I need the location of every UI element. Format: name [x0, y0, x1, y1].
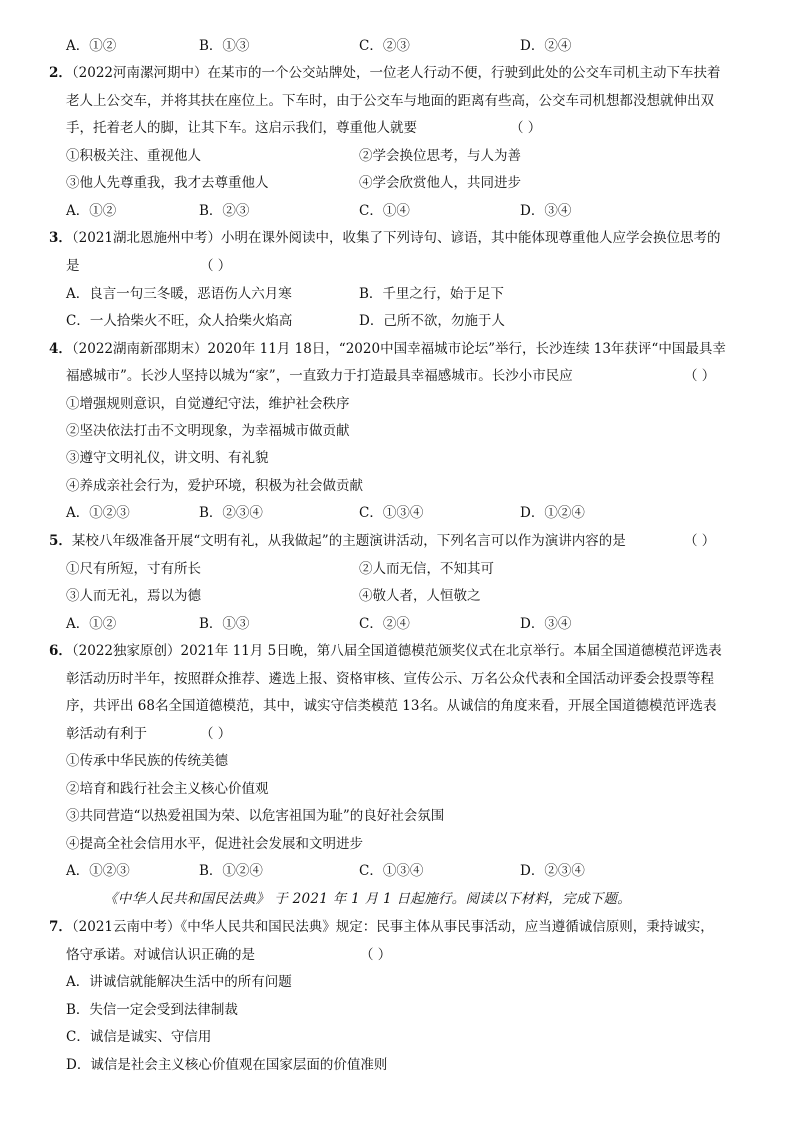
q2-item-3: ③他人先尊重我，我才去尊重他人: [66, 175, 269, 191]
q4-number: 4．: [49, 341, 72, 357]
q1-option-a: A．①②: [66, 38, 117, 54]
q6-option-b: B．①②④: [199, 863, 263, 879]
q2-item-1: ①积极关注、重视他人: [66, 148, 201, 164]
q7-number: 7．: [49, 919, 72, 935]
q5-option-a: A．①②: [66, 616, 117, 632]
q4-option-d: D．①②④: [520, 505, 585, 521]
q4-item-3: ③遵守文明礼仪，讲文明、有礼貌: [66, 450, 269, 466]
q6-option-c: C．①③④: [359, 863, 424, 879]
q7-option-d: D．诚信是社会主义核心价值观在国家层面的价值准则: [66, 1057, 388, 1073]
q1-option-b: B．①③: [199, 38, 250, 54]
q5-item-2: ②人而无信，不知其可: [359, 561, 494, 577]
q6-item-3: ③共同营造“以热爱祖国为荣、以危害祖国为耻”的良好社会氛围: [66, 808, 445, 824]
q4-stem-line-2: 福感城市”。长沙人坚持以城为“家”，一直致力于打造最具幸福感城市。长沙小市民应: [66, 368, 573, 384]
q3-option-c: C．一人拾柴火不旺，众人拾柴火焰高: [66, 313, 293, 329]
q2-item-2: ②学会换位思考，与人为善: [359, 148, 521, 164]
q3-option-b: B．千里之行，始于足下: [359, 286, 504, 302]
q4-option-a: A．①②③: [66, 505, 130, 521]
q6-option-a: A．①②③: [66, 863, 130, 879]
q6-stem-line-3: 序，共评出 68名全国道德模范，其中，诚实守信类模范 13名。从诚信的角度来看，开展全国道德模范评选表: [66, 698, 717, 714]
q2-stem-line-3: 手，托着老人的脚，让其下车。这启示我们，尊重他人就要: [66, 120, 417, 136]
q7-stem-line-2: 恪守承诺。对诚信认识正确的是: [66, 947, 255, 963]
q5-number: 5．: [49, 533, 72, 549]
q3-option-d: D．己所不欲，勿施于人: [359, 313, 505, 329]
q6-item-1: ①传承中华民族的传统美德: [66, 753, 228, 769]
q3-answer-paren: （ ）: [200, 258, 232, 274]
q7-option-c: C．诚信是诚实、守信用: [66, 1029, 212, 1045]
q6-item-4: ④提高全社会信用水平，促进社会发展和文明进步: [66, 836, 363, 852]
q1-option-c: C．②③: [359, 38, 410, 54]
q5-stem-line-1: 5．某校八年级准备开展“文明有礼，从我做起”的主题演讲活动，下列名言可以作为演讲内容的是: [49, 533, 626, 549]
q7-option-a: A．讲诚信就能解决生活中的所有问题: [66, 974, 292, 990]
q5-option-b: B．①③: [199, 616, 250, 632]
q2-option-d: D．③④: [520, 203, 572, 219]
q2-option-a: A．①②: [66, 203, 117, 219]
q2-item-4: ④学会欣赏他人，共同进步: [359, 175, 521, 191]
q5-item-3: ③人而无礼，焉以为德: [66, 588, 201, 604]
q4-item-1: ①增强规则意识，自觉遵纪守法，维护社会秩序: [66, 396, 350, 412]
q6-answer-paren: （ ）: [200, 726, 232, 742]
q6-item-2: ②培育和践行社会主义核心价值观: [66, 781, 269, 797]
q4-item-2: ②坚决依法打击不文明现象，为幸福城市做贡献: [66, 423, 350, 439]
q6-stem-line-2: 彰活动历时半年，按照群众推荐、遴选上报、资格审核、宣传公示、万名公众代表和全国活动评委会投票等程: [66, 671, 714, 687]
q5-option-d: D．③④: [520, 616, 572, 632]
q2-stem-line-2: 老人上公交车，并将其扶在座位上。下车时，由于公交车与地面的距离有些高，公交车司机想都没想就伸出双: [66, 93, 714, 109]
q7-option-b: B．失信一定会受到法律制裁: [66, 1002, 238, 1018]
q3-stem-line-1: 3．（2021湖北恩施州中考）小明在课外阅读中，收集了下列诗句、谚语，其中能体现尊重他人应学会换位思考的: [49, 230, 721, 246]
q5-item-4: ④敬人者，人恒敬之: [359, 588, 481, 604]
q2-option-b: B．②③: [199, 203, 250, 219]
q6-option-d: D．②③④: [520, 863, 585, 879]
q4-answer-paren: （ ）: [684, 368, 716, 384]
q4-option-b: B．②③④: [199, 505, 263, 521]
q2-answer-paren: （ ）: [510, 120, 542, 136]
q2-stem-line-1: 2．（2022河南漯河期中）在某市的一个公交站牌处，一位老人行动不便，行驶到此处的公交车司机主动下车扶着: [49, 65, 721, 81]
q3-stem-line-2: 是: [66, 258, 80, 274]
q6-stem-line-1: 6．（2022独家原创）2021年 11月 5日晚，第八届全国道德模范颁奖仪式在北京举行。本届全国道德模范评选表: [49, 643, 722, 659]
q2-option-c: C．①④: [359, 203, 410, 219]
q3-option-a: A．良言一句三冬暖，恶语伤人六月寒: [66, 286, 292, 302]
q3-number: 3．: [49, 230, 72, 246]
q2-number: 2．: [49, 65, 72, 81]
q4-stem-line-1: 4．（2022湖南新邵期末）2020年 11月 18日，“2020中国幸福城市论坛”举行，长沙连续 13年获评“中国最具幸: [49, 341, 726, 357]
q7-answer-paren: （ ）: [360, 947, 392, 963]
q4-option-c: C．①③④: [359, 505, 424, 521]
q5-item-1: ①尺有所短，寸有所长: [66, 561, 201, 577]
q5-answer-paren: （ ）: [684, 533, 716, 549]
q1-option-d: D．②④: [520, 38, 572, 54]
q6-stem-line-4: 彰活动有利于: [66, 726, 147, 742]
q6-number: 6．: [49, 643, 72, 659]
material-intro: 《中华人民共和国民法典》 于 2021 年 1 月 1 日起施行。阅读以下材料，完成下题。: [104, 891, 632, 907]
q7-stem-line-1: 7．（2021云南中考）《中华人民共和国民法典》规定：民事主体从事民事活动，应当遵循诚信原则，秉持诚实，: [49, 919, 714, 935]
q5-option-c: C．②④: [359, 616, 410, 632]
q4-item-4: ④养成亲社会行为，爱护环境，积极为社会做贡献: [66, 478, 363, 494]
